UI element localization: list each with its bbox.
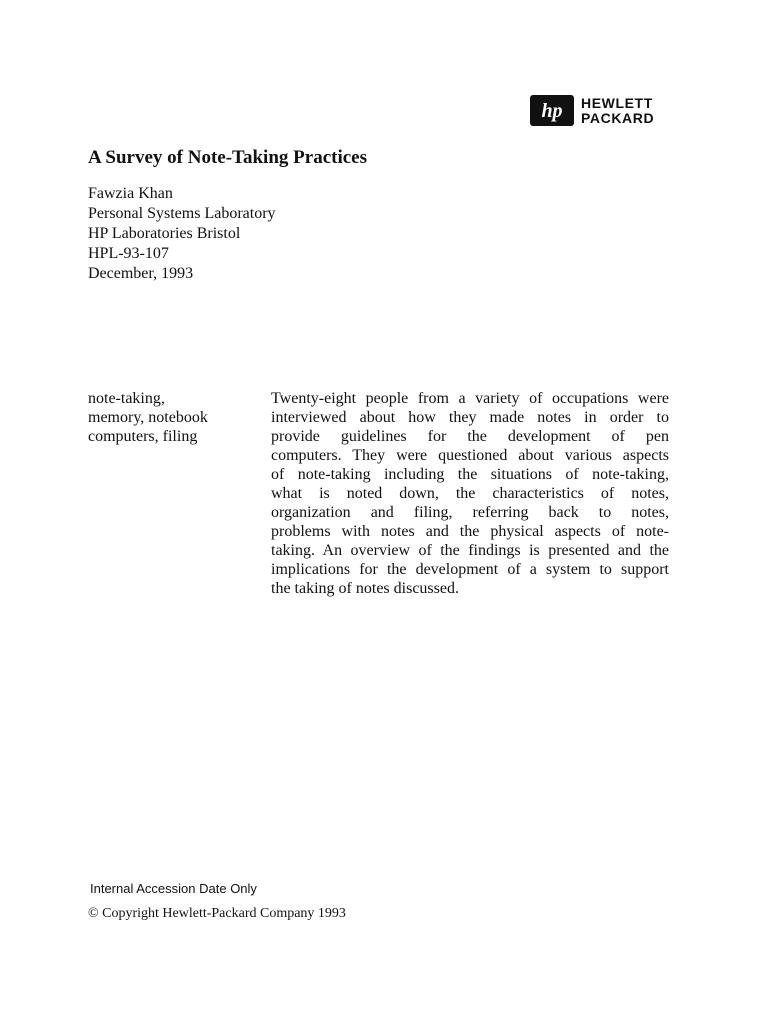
keyword-line: memory, notebook — [88, 409, 208, 426]
hp-logo-mark: hp — [541, 99, 563, 122]
abstract-line: the taking of notes discussed. — [271, 580, 459, 597]
copyright-notice: © Copyright Hewlett-Packard Company 1993 — [88, 906, 346, 921]
abstract-line: organization and filing, referring back to notes, — [271, 504, 669, 521]
abstract-line: problems with notes and the physical aspects of note- — [271, 523, 669, 540]
abstract-line: implications for the development of a system to support — [271, 561, 669, 578]
keyword-line: note-taking, — [88, 390, 165, 407]
abstract-line: Twenty-eight people from a variety of occupations were — [271, 390, 669, 407]
abstract-line: what is noted down, the characteristics of notes, — [271, 485, 669, 502]
abstract-line: provide guidelines for the development of pen — [271, 428, 669, 445]
abstract-line: taking. An overview of the findings is presented and the — [271, 542, 669, 559]
keywords — [88, 389, 208, 446]
logo-wordmark — [581, 96, 654, 126]
logo-line-2: PACKARD — [581, 109, 655, 126]
logo-line-1: HEWLETT — [581, 94, 653, 111]
internal-accession-note: Internal Accession Date Only — [90, 881, 257, 896]
author-block — [88, 184, 276, 284]
abstract-line: interviewed about how they made notes in order to — [271, 409, 669, 426]
author-lab: Personal Systems Laboratory — [88, 205, 276, 222]
keyword-line: computers, filing — [88, 428, 198, 445]
abstract-line: of note-taking including the situations of note-taking, — [271, 466, 669, 483]
abstract — [271, 389, 669, 598]
report-number: HPL-93-107 — [88, 245, 169, 262]
report-date: December, 1993 — [88, 265, 194, 282]
paper-title: A Survey of Note-Taking Practices — [88, 147, 367, 168]
author-name: Fawzia Khan — [88, 185, 173, 202]
hp-logo-icon — [530, 95, 574, 126]
hewlett-packard-logo — [530, 95, 654, 126]
author-institution: HP Laboratories Bristol — [88, 225, 241, 242]
abstract-line: computers. They were questioned about various aspects — [271, 447, 669, 464]
